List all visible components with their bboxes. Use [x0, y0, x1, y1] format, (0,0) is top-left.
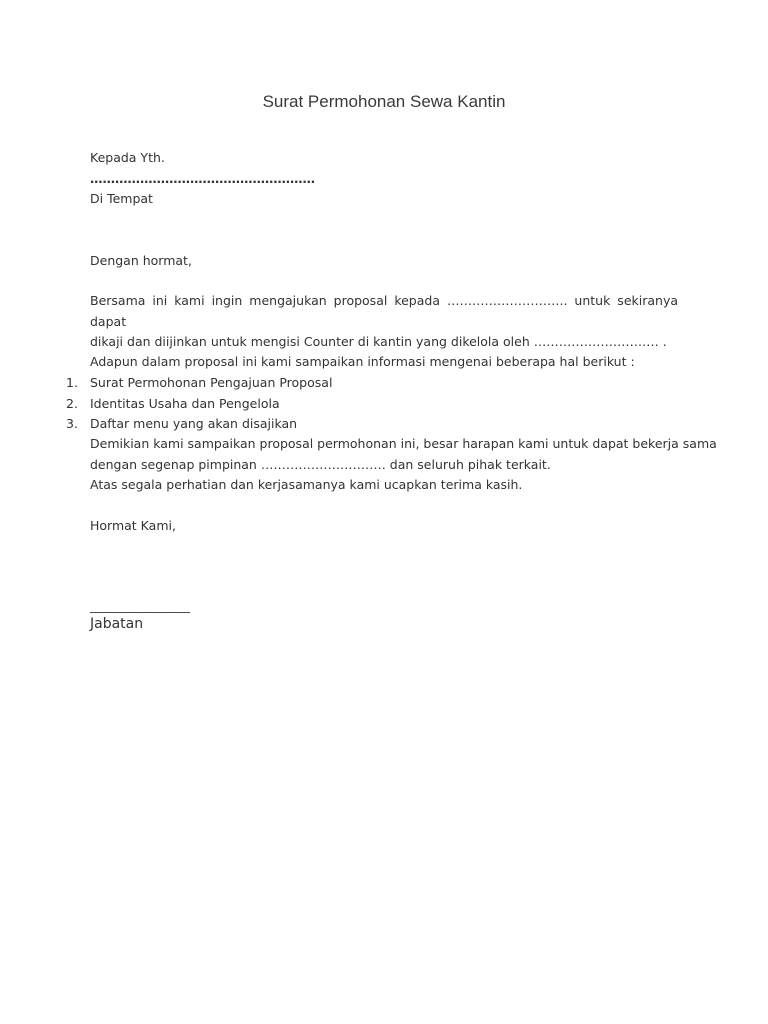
sign-off-block — [90, 516, 678, 537]
attachment-list — [66, 373, 686, 435]
salutation: Dengan hormat, — [90, 253, 192, 268]
recipient-greeting: Kepada Yth. — [90, 150, 165, 165]
list-item — [66, 373, 686, 394]
page-title: Surat Permohonan Sewa Kantin — [262, 92, 506, 111]
list-item — [66, 394, 686, 415]
list-item-number: 3. — [66, 416, 78, 431]
recipient-location: Di Tempat — [90, 191, 153, 206]
salutation-block — [90, 251, 678, 272]
list-item-text: Surat Permohonan Pengajuan Proposal — [90, 375, 333, 390]
list-item-text: Identitas Usaha dan Pengelola — [90, 395, 280, 411]
paragraph-intro — [90, 291, 678, 353]
paragraph-intro-line-2: dikaji dan diijinkan untuk mengisi Counter di kantin yang dikelola oleh ………………………… . — [90, 334, 667, 349]
list-intro: Adapun dalam proposal ini kami sampaikan informasi mengenai beberapa hal berikut : — [90, 354, 635, 369]
closing-paragraph — [90, 434, 717, 496]
recipient-block — [90, 148, 678, 210]
list-intro-block — [90, 352, 678, 373]
list-item-number: 2. — [66, 395, 78, 411]
sign-off: Hormat Kami, — [90, 518, 176, 533]
position-label: Jabatan — [90, 616, 144, 632]
closing-line-1: Demikian kami sampaikan proposal permohonan ini, besar harapan kami untuk dapat bekerja sama — [90, 436, 717, 451]
closing-line-3: Atas segala perhatian dan kerjasamanya kami ucapkan terima kasih. — [90, 477, 523, 492]
list-item-number: 1. — [66, 375, 78, 390]
list-item-text: Daftar menu yang akan disajikan — [90, 416, 298, 431]
signature-line: ________________ — [90, 598, 190, 613]
closing-line-2: dengan segenap pimpinan ………………………… dan seluruh pihak terkait. — [90, 456, 551, 472]
paragraph-intro-line-1: Bersama ini kami ingin mengajukan proposal kepada ……………………….. untuk sekiranya dapat — [90, 293, 678, 329]
recipient-name-placeholder: ……………………………………………… — [90, 170, 315, 186]
list-item — [66, 414, 686, 435]
